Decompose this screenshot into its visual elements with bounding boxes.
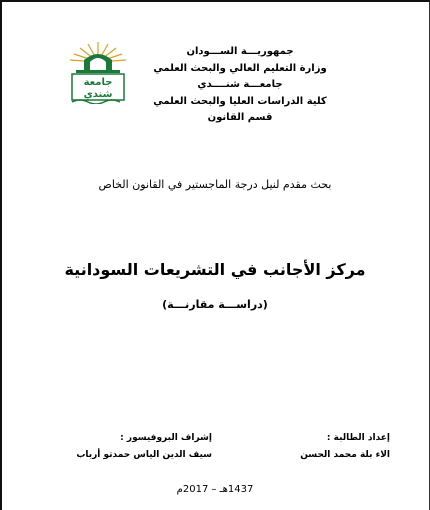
student-block [290, 430, 390, 464]
thesis-subtitle: (دراســـة مقارنـــة) [162, 298, 268, 311]
department-name: قسم القانون [207, 112, 273, 123]
student-label: إعداد الطالبة : [326, 433, 390, 443]
ministry-name: وزارة التعليم العالي والبحث العلمي [153, 62, 327, 74]
student-name: الاء بلة محمد الحسن [300, 450, 390, 460]
logo-text-bottom: شندي [83, 89, 113, 100]
supervisor-block [52, 430, 212, 464]
country-name: جمهوريـــة الســـودان [186, 46, 294, 57]
thesis-title: مركز الأجانب في التشريعات السودانية [64, 260, 366, 279]
supervisor-label: إشراف البروفيسور : [120, 433, 212, 443]
university-name: جامعـــة شنــــدي [197, 79, 283, 90]
supervisor-name: سيف الدين الياس حمدتو أرباب [76, 450, 212, 460]
institution-header [110, 44, 370, 127]
logo-text-top: جامعة [83, 77, 113, 88]
faculty-name: كلية الدراسات العليا والبحث العلمي [153, 95, 327, 107]
research-purpose: بحث مقدم لنيل درجة الماجستير في القانون الخاص [98, 178, 332, 191]
submission-date: 1437هـ – 2017م [176, 484, 254, 495]
